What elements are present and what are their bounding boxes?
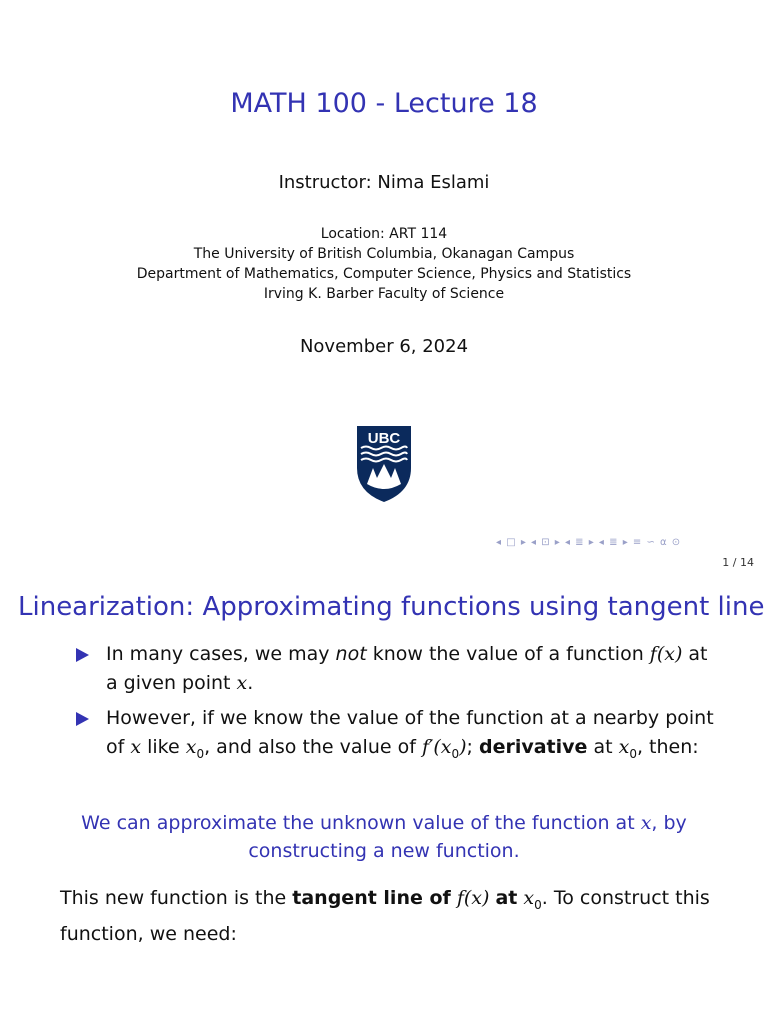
paragraph-text: This new function is the [60,887,293,909]
logo-text: UBC [367,430,401,447]
math-paren: ) [459,736,467,758]
highlight-statement [40,809,728,865]
math-fprime: f′(x [421,736,452,758]
bold-term: derivative [478,736,588,758]
faculty-line: Irving K. Barber Faculty of Science [263,286,505,302]
math-subscript: 0 [629,746,637,761]
list-item [76,704,716,769]
bullet-text: . [247,672,254,694]
content-slide [0,576,768,1024]
department-line: Department of Mathematics, Computer Science, Physics and Statistics [136,266,632,282]
university-line: The University of British Columbia, Okanagan Campus [193,246,575,262]
bold-term: at [495,887,518,909]
math-x: x [640,812,652,834]
ubc-logo [355,424,413,504]
math-x: x [130,736,142,758]
math-subscript: 0 [451,746,460,761]
bullet-text: at [587,736,619,758]
lecture-date: November 6, 2024 [299,336,469,357]
page-number: 1 / 14 [722,556,754,569]
math-x0: x [523,887,535,909]
bullet-list [76,640,716,775]
math-x: x [236,672,248,694]
math-subscript: 0 [534,897,542,912]
math-x0: x [618,736,630,758]
triangle-bullet-icon [76,712,89,726]
institution-info [0,224,768,304]
list-item [76,640,716,698]
location-line: Location: ART 114 [320,226,448,242]
bullet-text: like [141,736,186,758]
bullet-text: at a given point [106,643,708,694]
bullet-text: know the value of a function [366,643,650,665]
paragraph [60,884,720,949]
instructor-name: Instructor: Nima Eslami [278,172,490,193]
paragraph-text: . To construct this function, we need: [60,887,710,945]
triangle-bullet-icon [76,648,89,662]
math-subscript: 0 [196,746,205,761]
highlight-text: , by constructing a new function. [248,812,687,862]
bullet-text: In many cases, we may [106,643,336,665]
lecture-title: MATH 100 - Lecture 18 [230,88,538,119]
math-fx: f(x) [649,643,683,665]
frame-title: Linearization: Approximating functions using tangent line [18,592,765,622]
highlight-text: We can approximate the unknown value of the function at [81,812,641,834]
math-fx: f(x) [456,887,490,909]
bullet-text: However, if we know the value of the function at a nearby point of [106,707,714,758]
beamer-navigation[interactable]: ◂ □ ▸ ◂ ⊡ ▸ ◂ ≣ ▸ ◂ ≣ ▸ ≡ ∽ ⍺ ⊙ [496,537,682,548]
bullet-text: , then: [636,736,699,758]
bold-term: tangent line of [292,887,451,909]
math-x0: x [185,736,197,758]
emphasis-text: not [335,643,367,665]
bullet-text: ; [466,736,479,758]
bullet-text: , and also the value of [204,736,422,758]
